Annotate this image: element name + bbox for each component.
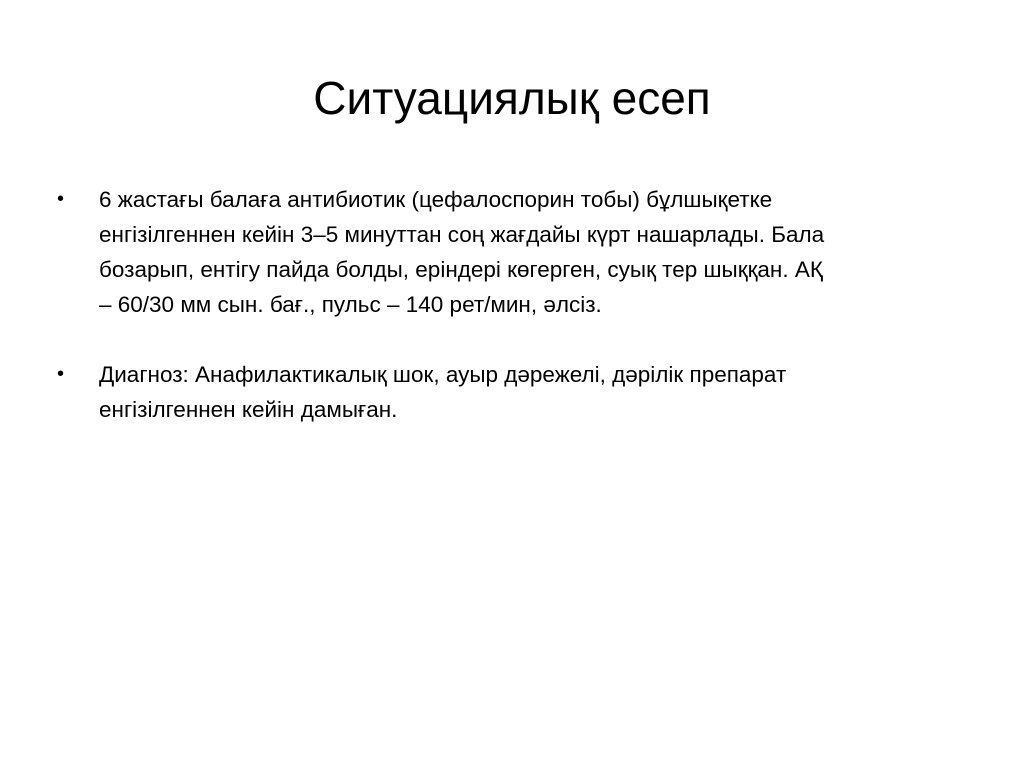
case-line-1: 6 жастағы балаға антибиотик (цефалоспорин тобы) бұлшықетке	[99, 187, 773, 212]
bullet-dot-icon: •	[57, 188, 65, 210]
slide-title: Ситуациялық есеп	[313, 72, 711, 124]
case-line-4: – 60/30 мм сын. бағ., пульс – 140 рет/мин, әлсіз.	[99, 292, 602, 317]
diagnosis-line-1: Диагноз: Анафилактикалық шок, ауыр дәрежелі, дәрілік препарат	[99, 362, 787, 387]
bullet-item-case	[57, 182, 957, 322]
case-line-3: бозарып, ентігу пайда болды, еріндері көгерген, суық тер шыққан. АҚ	[99, 257, 823, 282]
bullet-dot-icon: •	[57, 363, 65, 385]
case-line-2: енгізілгеннен кейін 3–5 минуттан соң жағдайы күрт нашарлады. Бала	[99, 222, 825, 247]
bullet-list	[57, 182, 957, 462]
bullet-item-diagnosis	[57, 357, 957, 427]
diagnosis-line-2: енгізілгеннен кейін дамыған.	[99, 397, 398, 422]
